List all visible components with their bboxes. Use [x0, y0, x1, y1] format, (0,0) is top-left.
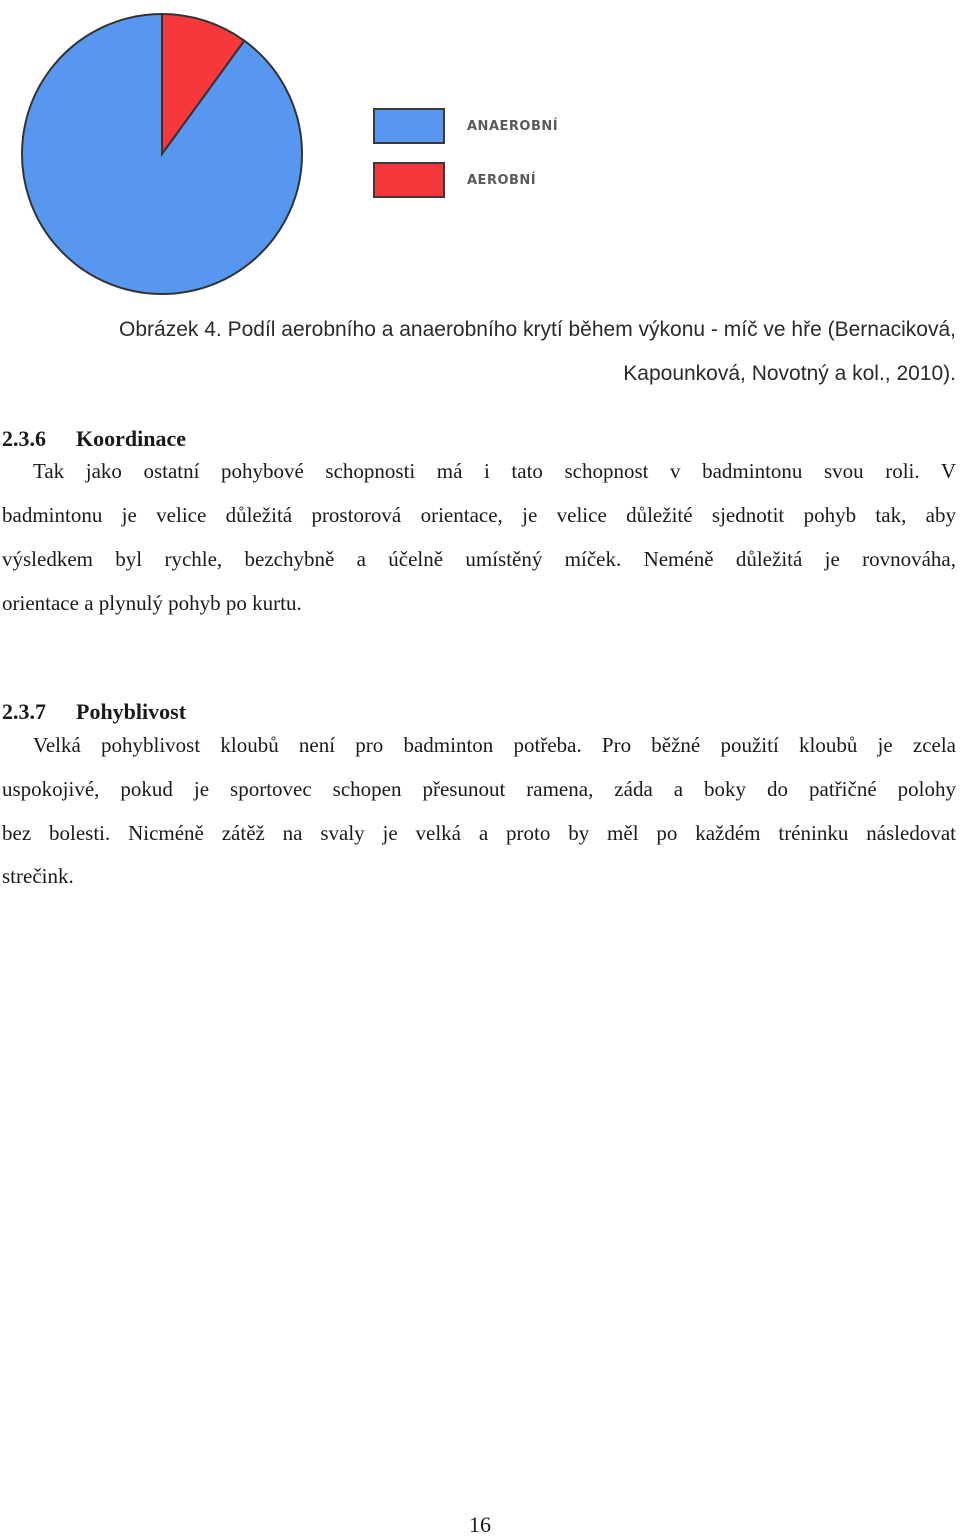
- legend-swatch-anaerobni: [373, 108, 445, 144]
- legend-item-aerobni: [373, 160, 536, 200]
- section-title: Koordinace: [76, 426, 186, 451]
- paragraph-line: strečink.: [2, 864, 74, 888]
- section-number: 2.3.6: [2, 426, 46, 451]
- paragraph-line: orientace a plynulý pohyb po kurtu.: [2, 591, 302, 615]
- pie-slice-anaerobn-: [22, 14, 302, 294]
- page-number: 16: [469, 1512, 491, 1537]
- paragraph-line: Tak jako ostatní pohybové schopnosti má i tato schopnost v badmintonu svou roli. V: [33, 459, 956, 483]
- section-heading-pohyblivost: [2, 699, 186, 725]
- paragraph-line: Velká pohyblivost kloubů není pro badminton potřeba. Pro běžné použití kloubů je zcela: [33, 733, 956, 757]
- legend-label-aerobni: AEROBNÍ: [467, 172, 537, 188]
- figure-caption-line-1: Obrázek 4. Podíl aerobního a anaerobního krytí během výkonu - míč ve hře (Bernaciková,: [119, 318, 956, 341]
- legend-item-anaerobni: [373, 106, 558, 146]
- section-title: Pohyblivost: [76, 699, 187, 724]
- legend-swatch-aerobni: [373, 162, 445, 198]
- paragraph-line: badmintonu je velice důležitá prostorová orientace, je velice důležité sjednotit pohyb tak, aby: [2, 503, 956, 527]
- paragraph-line: bez bolesti. Nicméně zátěž na svaly je velká a proto by měl po každém tréninku následovat: [2, 821, 956, 845]
- pie-chart: [16, 8, 308, 300]
- section-heading-koordinace: [2, 426, 186, 452]
- paragraph-line: výsledkem byl rychle, bezchybně a účelně umístěný míček. Neméně důležitá je rovnováha,: [2, 547, 956, 571]
- legend-label-anaerobni: ANAEROBNÍ: [467, 118, 559, 134]
- paragraph-line: uspokojivé, pokud je sportovec schopen přesunout ramena, záda a boky do patřičné polohy: [2, 777, 956, 801]
- section-number: 2.3.7: [2, 699, 46, 724]
- figure-caption-line-2: Kapounková, Novotný a kol., 2010).: [623, 362, 956, 385]
- pie-slices: [22, 14, 302, 294]
